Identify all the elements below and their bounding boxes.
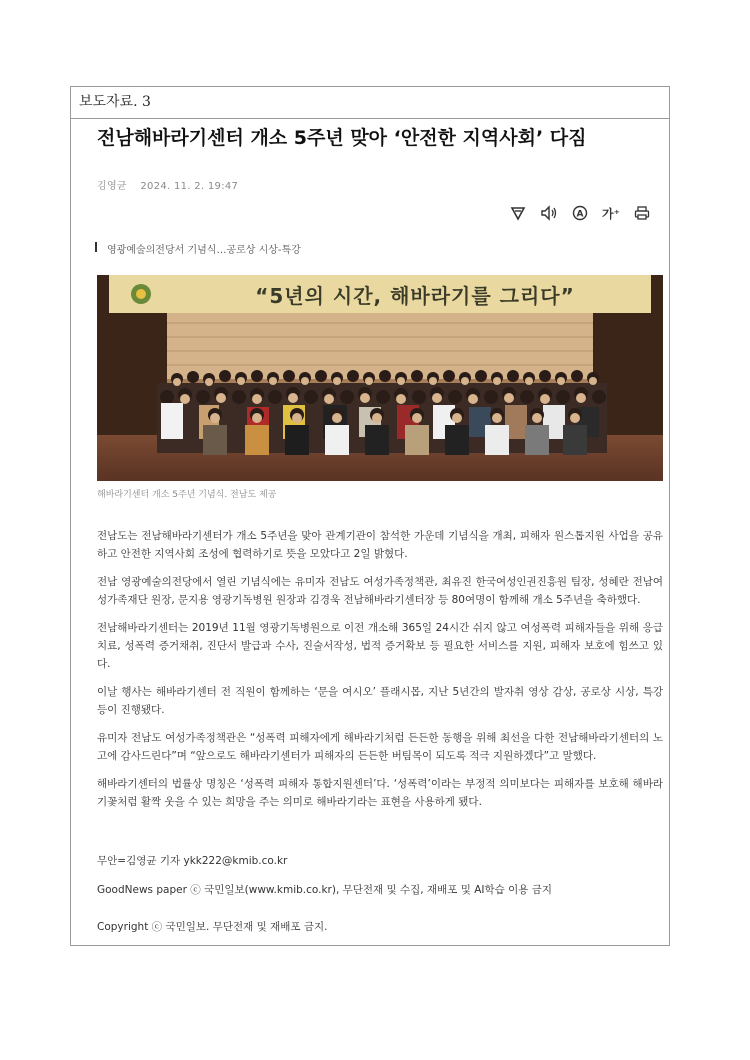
photo-caption: 해바라기센터 개소 5주년 기념식. 전남도 제공 <box>97 490 277 500</box>
print-icon[interactable] <box>633 205 651 221</box>
article-title: 전남해바라기센터 개소 5주년 맞아 ‘안전한 지역사회’ 다짐 <box>97 127 587 149</box>
paragraph-2: 전남 영광예술의전당에서 열린 기념식에는 유미자 전남도 여성가족정책관, 최유진 한국여성인권진흥원 팀장, 성혜란 전남여성가족재단 원장, 문지용 영광기독병원 원장과 김경욱 전남해바라기센터장 등 80여명이 함께해 개소 5주년을 축하했다. <box>97 576 663 606</box>
paragraph-5: 유미자 전남도 여성가족정책관은 “성폭력 피해자에게 해바라기처럼 든든한 동행을 위해 최선을 다한 전남해바라기센터의 노고에 감사드린다”며 “앞으로도 해바라기센터가 피해자의 든든한 버팀목이 되도록 적극 지원하겠다”고 말했다. <box>97 732 663 762</box>
document-frame <box>70 86 670 946</box>
speaker-icon[interactable] <box>540 205 558 221</box>
paragraph-3: 전남해바라기센터는 2019년 11월 영광기독병원으로 이전 개소해 365일 24시간 쉬지 않고 여성폭력 피해자들을 위해 응급치료, 성폭력 증거채취, 진단서 발급과 수사, 진술서작성, 법적 증거확보 등 필요한 서비스를 지원, 피해자 보호에 힘쓰고 있다. <box>97 622 663 670</box>
reporter-credit: 무안=김영균 기자 ykk222@kmib.co.kr <box>97 855 288 867</box>
article-subhead: 영광예술의전당서 기념식…공로상 시상-특강 <box>95 241 301 256</box>
paragraph-6: 해바라기센터의 법률상 명칭은 ‘성폭력 피해자 통합지원센터’다. ‘성폭력’이라는 부정적 의미보다는 피해자를 보호해 해바라기꽃처럼 활짝 웃을 수 있는 희망을 주는 의미로 해바라기라는 표현을 사용하게 됐다. <box>97 778 663 808</box>
banner-text: “5년의 시간, 해바라기를 그리다” <box>255 284 575 308</box>
document-label: 보도자료. 3 <box>71 87 669 119</box>
article-toolbar <box>509 205 651 221</box>
publish-datetime: 2024. 11. 2. 19:47 <box>140 181 239 192</box>
paragraph-4: 이날 행사는 해바라기센터 전 직원이 함께하는 ‘문을 여시오’ 플래시몹, 지난 5년간의 발자취 영상 감상, 공로상 시상, 특강 등이 진행됐다. <box>97 686 663 716</box>
article-body <box>97 527 663 821</box>
paragraph-1: 전남도는 전남해바라기센터가 개소 5주년을 맞아 관계기관이 참석한 가운데 기념식을 개최, 피해자 원스톱지원 사업을 공유하고 안전한 지역사회 조성에 협력하기로 뜻을 모았다고 2일 밝혔다. <box>97 530 663 560</box>
share-icon[interactable] <box>509 205 527 221</box>
article-photo <box>97 275 663 481</box>
copyright-notice-1: GoodNews paper ⓒ 국민일보(www.kmib.co.kr), 무단전재 및 수집, 재배포 및 AI학습 이용 금지 <box>97 884 553 896</box>
copyright-notice-2: Copyright ⓒ 국민일보. 무단전재 및 재배포 금지. <box>97 921 328 933</box>
author-name[interactable]: 김영균 <box>97 181 127 192</box>
translate-icon[interactable] <box>571 205 589 221</box>
font-size-icon[interactable]: 가⁺ <box>602 206 620 221</box>
svg-text:A: A <box>576 209 584 220</box>
byline <box>97 177 248 192</box>
